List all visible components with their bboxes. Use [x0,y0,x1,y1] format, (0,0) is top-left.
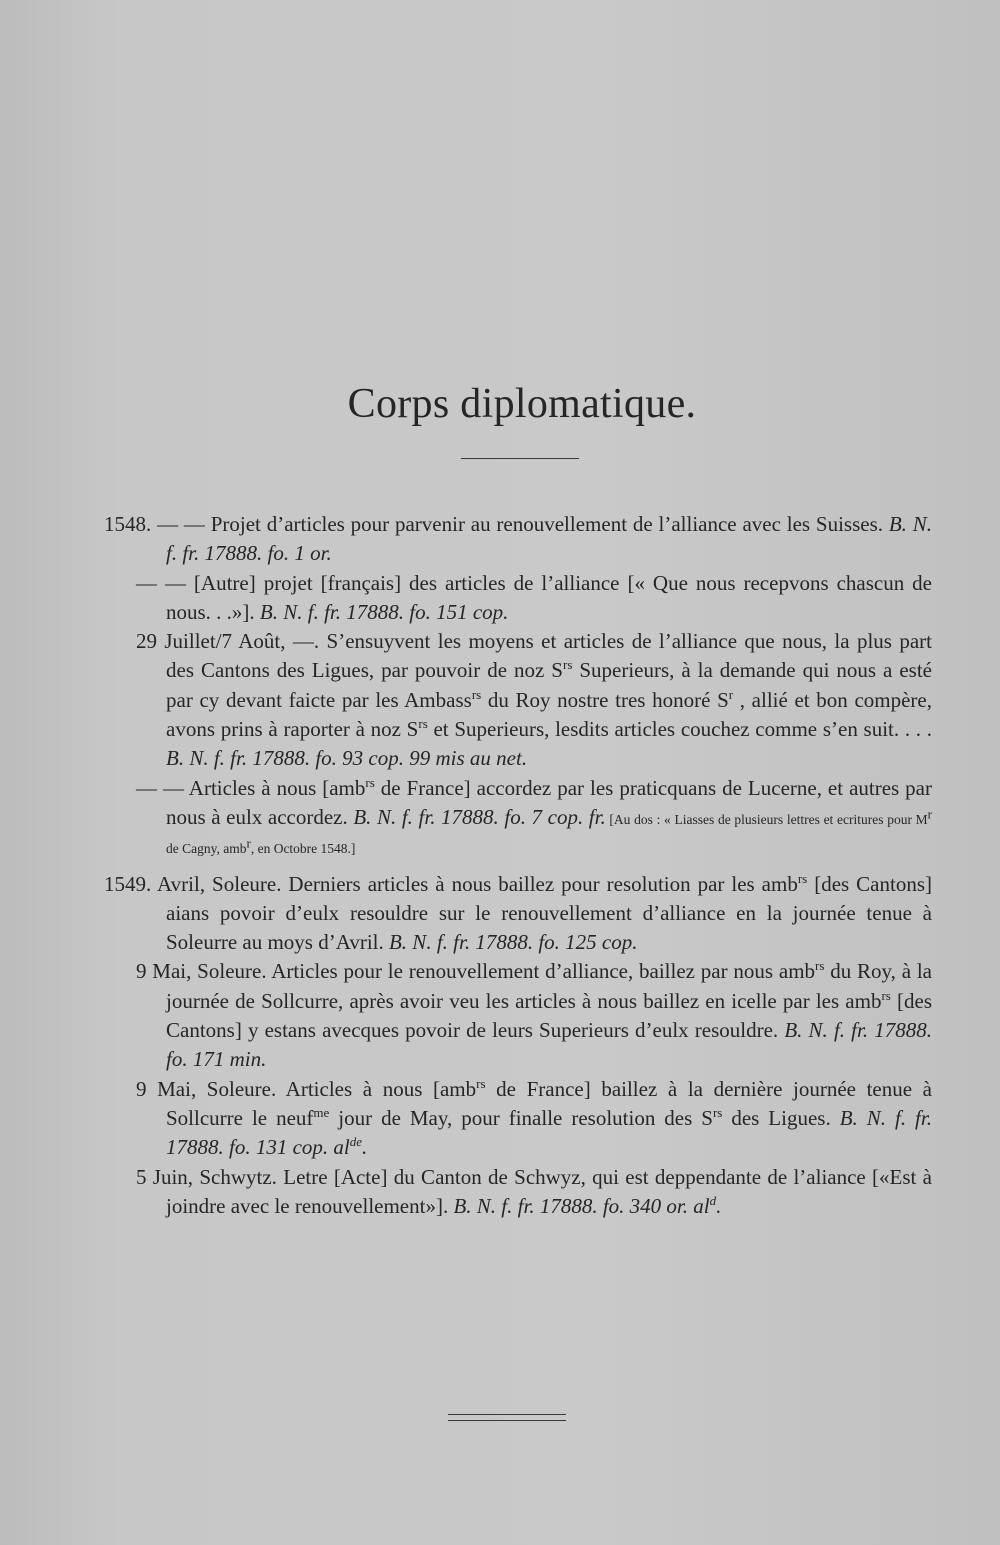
entry-text: Letre [Acte] du Canton de Schwyz, qui est deppendante de l’aliance [«Est à joindre avec le renouvellement»]. [166,1164,932,1218]
entry-text: Avril, Soleure. Derniers articles à nous baillez pour resolution par les amb [151,871,798,896]
citation-end: . [716,1193,722,1218]
entry-text: et Superieurs, lesdits articles couchez comme s’en suit. . . . [427,717,932,742]
entry-text: [des Cantons] aians povoir d’eulx resouldre sur le renouvellement d’alliance en la journée tenue à Soleurre au moys d’Avril. [166,871,932,955]
entry-1548-autre-projet [104,569,932,628]
entry-text: de France] accordez par les praticquans de Lucerne, et autres par nous à eulx accordez. [166,775,932,829]
entry-date: 1549. [104,871,152,896]
entry-text: Projet d’articles pour parvenir au renouvellement de l’alliance avec les Suisses. [204,512,889,536]
entry-1549-avril [104,870,932,958]
entry-text: S’ensuyvent les moyens et articles de l’alliance que nous, la plus part des Cantons des Ligues, par pouvoir de noz S [166,629,932,683]
entry-citation: B. N. f. fr. 17888. fo. 131 cop. al [166,1105,932,1160]
entry-superscript: rs [471,686,482,702]
note-superscript: r [927,806,933,822]
entry-date: 5 Juin, Schwytz. [136,1164,277,1189]
entry-text: Articles à nous [amb [183,775,366,800]
entry-text: Superieurs, à la demande qui nous a esté par cy devant faicte par les Ambass [166,658,932,712]
entry-superscript: rs [881,987,891,1003]
title-rule [461,458,579,459]
entry-superscript: rs [476,1075,486,1091]
citation-superscript: de [349,1134,363,1150]
end-double-rule [448,1414,566,1421]
entry-text: [des Cantons] y estans avecques povoir de leurs Superieurs d’eulx resouldre. [166,988,932,1043]
entry-1548-projet [104,510,932,569]
entry-date: 29 Juillet/7 Août, —. [136,629,320,654]
entry-text: des Ligues. [722,1105,840,1130]
entry-date: — — [136,775,184,800]
entry-citation: B. N. f. fr. 17888. fo. 7 cop. fr. [353,804,606,829]
entry-date: 9 Mai, Soleure. [136,1076,277,1101]
entry-superscript: rs [712,1104,723,1120]
entry-1549-juin-schwytz [104,1163,932,1222]
entry-superscript: rs [797,870,808,886]
entry-citation: B. N. f. fr. 17888. fo. 171 min. [166,1018,932,1072]
note-text: [Au dos : « Liasses de plusieurs lettres et ecritures pour M [605,811,928,827]
entry-text: de France] baillez à la dernière journée tenue à Sollcurre le neuf [166,1076,932,1130]
citation-superscript: d [709,1192,717,1208]
entry-superscript: rs [365,774,375,790]
entry-citation: B. N. f. fr. 17888. fo. 93 cop. 99 mis au net. [166,746,528,771]
entry-superscript: rs [418,716,428,732]
entries-list [104,510,932,1221]
entry-1548-articles-lucerne [104,774,932,862]
entry-text: [Autre] projet [français] des articles de l’alliance [« Que nous recepvons chascun de nous. . .»]. [166,570,932,624]
note-superscript: r [246,835,251,851]
entry-1549-mai-derniere-journee [104,1075,932,1163]
entry-text: , allié et bon compère, avons prins à raporter à noz S [166,687,932,742]
entry-1549-mai-renouvellement [104,957,932,1074]
entry-date: 1548. — — [104,512,205,536]
note-text: de Cagny, amb [166,841,247,857]
entry-text: Articles pour le renouvellement d’alliance, baillez par nous amb [266,959,816,984]
entry-superscript: rs [815,958,825,974]
entry-superscript: r [728,686,734,702]
entry-citation: B. N. f. fr. 17888. fo. 340 or. al [453,1193,710,1218]
entry-text: Articles à nous [amb [276,1076,477,1101]
entry-date: — — [136,570,186,595]
citation-end: . [362,1135,368,1160]
note-text: , en Octobre 1548.] [250,841,356,857]
entry-citation: B. N. f. fr. 17888. fo. 125 cop. [388,930,638,955]
entry-citation: B. N. f. fr. 17888. fo. 1 or. [166,512,932,566]
entry-citation: B. N. f. fr. 17888. fo. 151 cop. [259,599,509,624]
entry-date: 9 Mai, Soleure. [136,959,267,984]
page-title: Corps diplomatique. [347,381,697,427]
entry-text: du Roy nostre tres honoré S [481,687,729,712]
entry-superscript: rs [562,657,573,673]
entry-text: du Roy, à la journée de Sollcurre, après avoir veu les articles à nous baillez en icelle par les amb [166,959,932,1013]
entry-superscript: me [313,1104,330,1120]
entry-1548-juillet-aout [104,627,932,773]
entry-text: jour de May, pour finalle resolution des S [329,1105,713,1130]
